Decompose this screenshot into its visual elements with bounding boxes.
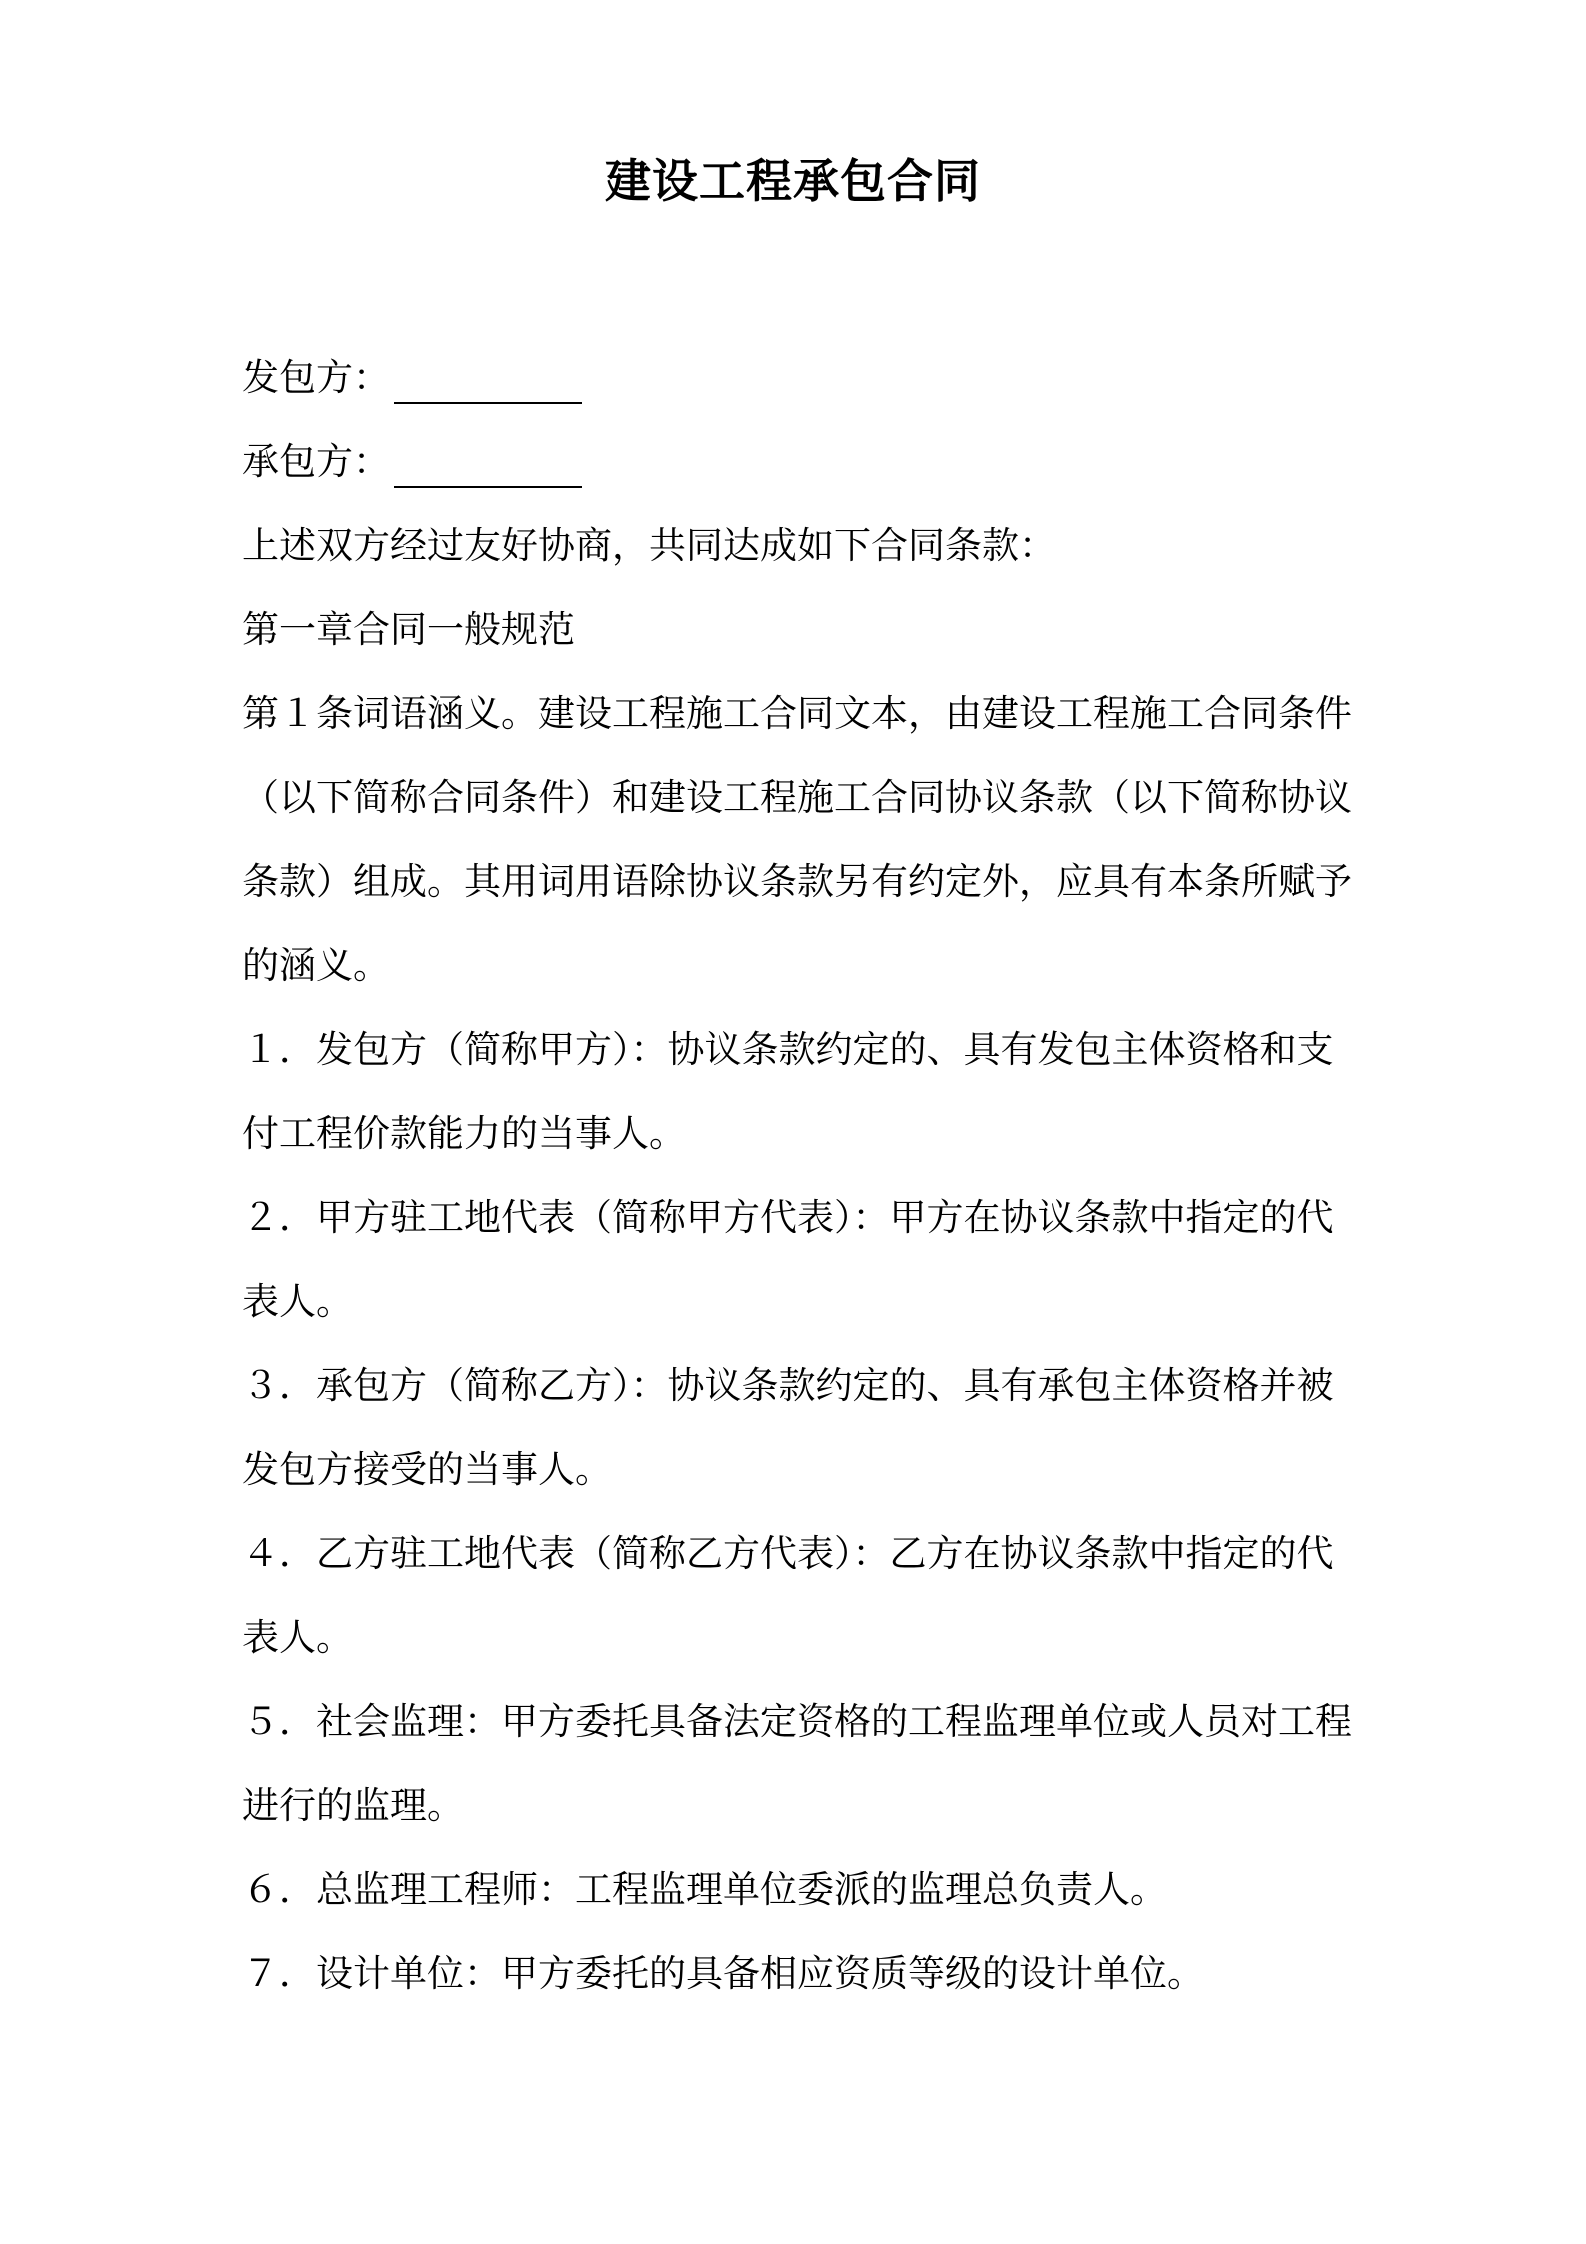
party-b-line	[242, 420, 1362, 504]
clause-2-line-2: 表人。	[242, 1280, 353, 1323]
clause-2-line-1: ２．甲方驻工地代表（简称甲方代表）：甲方在协议条款中指定的代	[242, 1196, 1334, 1239]
article-1-line-2: （以下简称合同条件）和建设工程施工合同协议条款（以下简称协议	[242, 776, 1352, 819]
document-title: 建设工程承包合同	[605, 154, 981, 208]
clause-4-line-2: 表人。	[242, 1616, 353, 1659]
clause-5-line-2: 进行的监理。	[242, 1784, 464, 1827]
clause-6-line: ６．总监理工程师：工程监理单位委派的监理总负责人。	[242, 1868, 1167, 1911]
document-body	[242, 336, 1362, 2016]
article-1-line-1: 第１条词语涵义。建设工程施工合同文本，由建设工程施工合同条件	[242, 692, 1352, 735]
clause-1-line-2: 付工程价款能力的当事人。	[242, 1112, 686, 1155]
intro-line: 上述双方经过友好协商，共同达成如下合同条款：	[242, 524, 1056, 567]
clause-7-line: ７．设计单位：甲方委托的具备相应资质等级的设计单位。	[242, 1952, 1204, 1995]
party-b-blank	[394, 438, 582, 488]
party-a-label: 发包方：	[242, 356, 390, 399]
article-1-line-4: 的涵义。	[242, 944, 390, 987]
clause-3-line-1: ３．承包方（简称乙方）：协议条款约定的、具有承包主体资格并被	[242, 1364, 1334, 1407]
article-1-line-3: 条款）组成。其用词用语除协议条款另有约定外，应具有本条所赋予	[242, 860, 1352, 903]
clause-1-line-1: １．发包方（简称甲方）：协议条款约定的、具有发包主体资格和支	[242, 1028, 1334, 1071]
party-a-line	[242, 336, 1362, 420]
party-a-blank	[394, 354, 582, 404]
clause-3-line-2: 发包方接受的当事人。	[242, 1448, 612, 1491]
party-b-label: 承包方：	[242, 440, 390, 483]
clause-5-line-1: ５．社会监理：甲方委托具备法定资格的工程监理单位或人员对工程	[242, 1700, 1352, 1743]
chapter-heading: 第一章合同一般规范	[242, 608, 575, 651]
clause-4-line-1: ４．乙方驻工地代表（简称乙方代表）：乙方在协议条款中指定的代	[242, 1532, 1334, 1575]
